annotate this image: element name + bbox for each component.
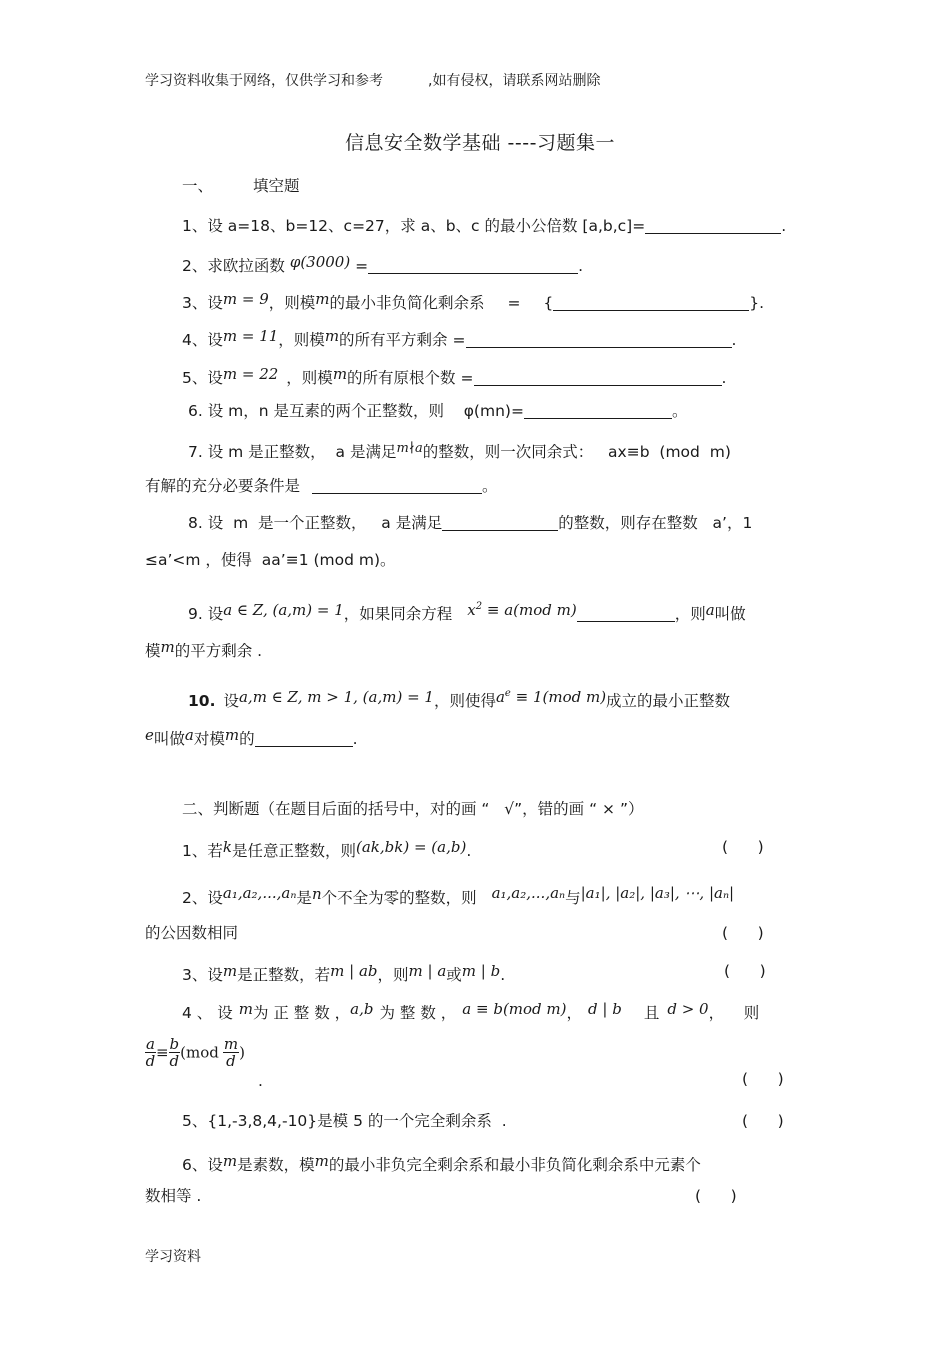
section1-title: 填空题 <box>253 177 300 195</box>
header-left: 学习资料收集于网络，仅供学习和参考 <box>145 73 383 89</box>
answer-parentheses[interactable]: ( ) <box>742 1112 784 1130</box>
math-variable: e <box>145 726 154 744</box>
fraction <box>145 1036 156 1069</box>
question-text: ，则模 <box>268 294 316 312</box>
question-9-line2 <box>145 636 262 662</box>
question-1 <box>182 215 786 237</box>
math-variable: a <box>495 688 505 706</box>
math-expression: d > 0 <box>667 1000 709 1018</box>
math-expression <box>496 688 606 706</box>
math-expression: ≡ 1(mod m) <box>510 688 607 706</box>
question-text: 的整数，则一次同余式： ax≡b (mod m) <box>422 443 731 461</box>
question-end: . <box>466 842 472 860</box>
question-text: 的所有原根个数 <box>347 369 456 387</box>
question-text: 6、设 <box>182 1156 223 1174</box>
math-expression: m | a <box>408 962 447 980</box>
math-variable: m <box>315 290 330 308</box>
math-expression <box>467 601 576 619</box>
math-exponent: e <box>504 688 511 699</box>
math-variable: m <box>160 638 175 656</box>
question-7-line2 <box>145 475 498 497</box>
question-text: 2、设 <box>182 889 223 907</box>
question-end: . <box>731 331 737 349</box>
math-expression: a₁,a₂,...,aₙ <box>222 884 297 902</box>
judge-4-formula <box>145 1036 245 1069</box>
math-variable: a <box>184 726 194 744</box>
math-variable: k <box>222 838 232 856</box>
question-text: ，则模 <box>286 369 333 387</box>
question-6 <box>188 400 687 422</box>
math-expression: |a₁|, |a₂|, |a₃|, ⋯, |aₙ| <box>580 884 735 902</box>
math-expression: φ(3000) <box>289 253 351 271</box>
question-text: ，则 <box>377 966 409 984</box>
footer-text: 学习资料 <box>145 1249 201 1265</box>
math-variable: x <box>467 601 476 619</box>
fraction-denominator: d <box>169 1052 180 1070</box>
question-text: 与 <box>565 889 581 907</box>
question-end: 。 <box>671 402 688 420</box>
question-text: 模 <box>145 642 161 660</box>
question-text: 个不全为零的整数，则 <box>321 889 477 907</box>
answer-blank[interactable] <box>442 515 558 531</box>
question-text: 的所有平方剩余 <box>339 331 448 349</box>
math-variable: m <box>332 365 348 383</box>
answer-parentheses[interactable]: ( ) <box>724 962 766 980</box>
question-2 <box>182 251 583 277</box>
math-variable: m <box>324 327 340 345</box>
judge-6-line2: 数相等 . <box>145 1187 202 1205</box>
question-text: ，则模 <box>278 331 325 349</box>
math-expression: a ∈ Z, (a,m) = 1 <box>223 601 344 619</box>
mod-label: (mod <box>180 1043 219 1062</box>
equals: = <box>452 331 466 349</box>
question-text: 的最小非负简化剩余系 <box>329 294 485 312</box>
section1-number: 一、 <box>182 177 214 195</box>
answer-blank[interactable] <box>524 403 672 419</box>
math-expression: (ak,bk) = (a,b) <box>355 838 467 856</box>
math-expression: a,m ∈ Z, m > 1, (a,m) = 1 <box>238 688 434 706</box>
question-text: 的平方剩余 . <box>174 642 263 660</box>
question-text: 叫做 <box>153 730 185 748</box>
question-text: 1、若 <box>182 842 223 860</box>
question-text: 的 <box>239 730 255 748</box>
question-text: 是素数，模 <box>237 1156 315 1174</box>
question-end: . <box>500 966 506 984</box>
math-variable: m <box>222 962 238 980</box>
judge-1 <box>182 836 471 862</box>
math-expression: m = 22 <box>222 365 279 383</box>
math-expression: m∤a <box>396 441 423 456</box>
math-variable: m <box>224 726 240 744</box>
question-text: 是任意正整数，则 <box>231 842 356 860</box>
question-text: 是正整数，若 <box>237 966 331 984</box>
section1-heading <box>182 175 300 197</box>
judge-6 <box>182 1150 701 1176</box>
question-5 <box>182 363 726 389</box>
fraction <box>223 1036 239 1069</box>
math-expression: m = 9 <box>222 290 269 308</box>
math-expression: d | b <box>588 1000 622 1018</box>
judge-5: 5、{1,-3,8,4,-10}是模 5 的一个完全剩余系 . <box>182 1112 507 1130</box>
math-variable: m <box>222 1152 238 1170</box>
judge-3 <box>182 960 505 986</box>
question-end: . <box>781 217 787 235</box>
question-text: ，则 <box>674 605 706 623</box>
question-text: 叫做 <box>714 605 746 623</box>
question-text: ，则使得 <box>433 692 496 710</box>
question-text: 4、设 <box>182 331 223 349</box>
math-expression: a,b <box>350 1000 374 1018</box>
math-variable: n <box>311 885 322 903</box>
question-text: 7. 设 m 是正整数， a 是满足 <box>188 443 397 461</box>
judge-2 <box>182 882 734 909</box>
question-end: . <box>578 257 584 275</box>
question-7 <box>188 438 731 463</box>
right-brace: }. <box>749 294 765 312</box>
judge-4 <box>182 998 759 1024</box>
question-text: ， <box>566 1004 583 1022</box>
question-text: 对模 <box>193 730 225 748</box>
question-text: 有解的充分必要条件是 <box>145 477 301 495</box>
question-text: 1、设 a=18、b=12、c=27，求 a、b、c 的最小公倍数 [a,b,c]= <box>182 217 646 235</box>
answer-blank[interactable] <box>466 332 732 348</box>
question-text: 9. 设 <box>188 605 224 623</box>
math-expression: m = 11 <box>222 327 279 345</box>
question-text: 是 <box>296 889 312 907</box>
question-text: 设 <box>223 692 239 710</box>
answer-blank[interactable] <box>577 606 675 622</box>
question-text: 的最小非负完全剩余系和最小非负简化剩余系中元素个 <box>328 1156 701 1174</box>
fraction-numerator: b <box>169 1035 180 1053</box>
math-variable: m <box>314 1152 329 1170</box>
answer-blank[interactable] <box>553 295 749 311</box>
equals: = <box>507 294 521 312</box>
header-right: ,如有侵权，请联系网站删除 <box>428 73 601 89</box>
question-text: 的整数，则存在整数 a’，1 <box>558 514 753 532</box>
math-variable: m <box>238 1000 253 1018</box>
math-expression: a ≡ b(mod m) <box>462 1000 567 1018</box>
answer-parentheses[interactable]: ( ) <box>722 924 764 942</box>
question-text: 4 、 设 <box>182 1004 233 1022</box>
question-end: 。 <box>482 477 498 495</box>
close-paren: ) <box>239 1043 245 1062</box>
question-text: 2、求欧拉函数 <box>182 257 285 275</box>
math-expression: a₁,a₂,...,aₙ <box>491 884 566 902</box>
answer-blank[interactable] <box>474 370 722 386</box>
question-text: ≤a’<m ，使得 aa’≡1 (mod m)。 <box>145 551 396 569</box>
question-text: 3、设 <box>182 294 223 312</box>
answer-blank[interactable] <box>368 258 578 274</box>
page-title: 信息安全数学基础 ----习题集一 <box>345 132 615 154</box>
question-10-line2 <box>145 724 358 750</box>
question-9 <box>188 596 746 625</box>
fraction <box>169 1036 181 1069</box>
question-3 <box>182 288 764 314</box>
math-variable: a <box>705 601 715 619</box>
answer-parentheses[interactable]: ( ) <box>742 1070 784 1088</box>
question-8-line2 <box>145 549 396 571</box>
judge-4-end: . <box>258 1072 263 1090</box>
judge-2-line2: 的公因数相同 <box>145 924 239 942</box>
question-text: 8. 设 m 是一个正整数， a 是满足 <box>188 514 443 532</box>
answer-blank[interactable] <box>312 478 482 494</box>
question-number: 10. <box>188 692 216 710</box>
question-text: 成立的最小正整数 <box>606 692 731 710</box>
equals: = <box>355 257 369 275</box>
section2-heading: 二、判断题（在题目后面的括号中，对的画 “ √”，错的画 “ × ”） <box>182 800 644 818</box>
math-expression: ≡ a(mod m) <box>482 601 577 619</box>
question-end: . <box>721 369 727 387</box>
question-text: ， 则 <box>708 1004 760 1022</box>
answer-blank[interactable] <box>255 731 353 747</box>
equals: = <box>460 369 474 387</box>
question-text: 为 整 数 ， <box>379 1004 457 1022</box>
fraction-denominator: d <box>145 1052 156 1070</box>
answer-parentheses[interactable]: ( ) <box>722 838 764 856</box>
question-text: 3、设 <box>182 966 223 984</box>
math-expression: m | ab <box>330 962 378 980</box>
question-end: . <box>352 730 358 748</box>
congruence-sign: ≡ <box>155 1043 169 1062</box>
math-expression: m | b <box>461 962 501 980</box>
question-10 <box>188 683 730 712</box>
answer-parentheses[interactable]: ( ) <box>695 1187 737 1205</box>
fraction-numerator: m <box>223 1035 239 1053</box>
fraction-numerator: a <box>146 1035 155 1053</box>
question-text: 为 正 整 数 ， <box>252 1004 351 1022</box>
question-text: 6. 设 m，n 是互素的两个正整数，则 φ(mn)= <box>188 402 524 420</box>
math-exponent: 2 <box>475 601 483 612</box>
fraction-denominator: d <box>226 1052 236 1070</box>
answer-blank[interactable] <box>645 218 781 234</box>
question-text: 或 <box>446 966 462 984</box>
question-text: 且 <box>643 1004 660 1022</box>
question-text: 5、设 <box>182 369 223 387</box>
question-4 <box>182 325 736 351</box>
question-text: ，如果同余方程 <box>343 605 453 623</box>
left-brace: { <box>543 294 554 312</box>
question-8 <box>188 512 752 534</box>
